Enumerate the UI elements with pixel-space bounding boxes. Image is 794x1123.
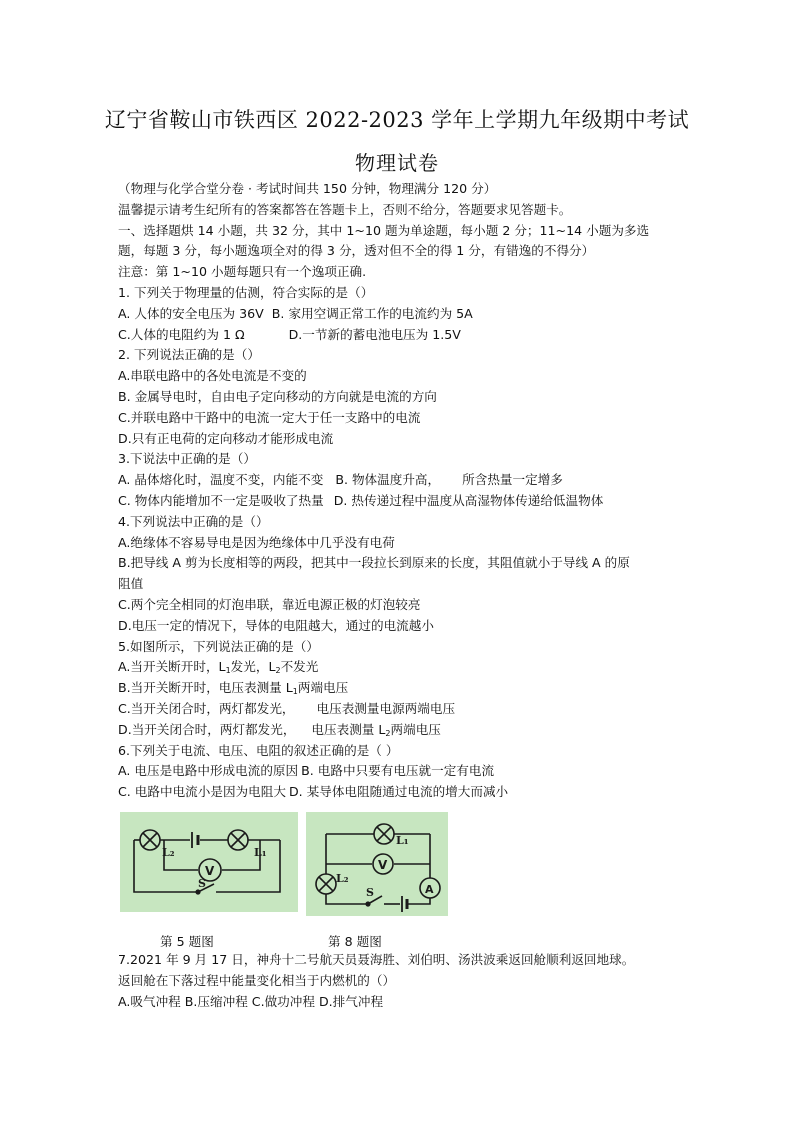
q6-option-c: C. 电路中电流小是因为电阻大: [118, 784, 286, 800]
q2-option-d: D.只有正电荷的定向移动才能形成电流: [118, 430, 334, 446]
figure-q8-caption: 第 8 题图: [328, 934, 382, 949]
q6-options-ab: [118, 761, 684, 782]
q6-stem: 6.下列关于电流、电压、电阻的叙述正确的是（ ）: [118, 742, 399, 758]
label-a: A: [425, 883, 434, 896]
figure-q5-circuit: [120, 812, 298, 912]
q6-option-a: A. 电压是电路中形成电流的原因: [118, 763, 299, 779]
section-one-line2: 题，每题 3 分，每小题逸项全对的得 3 分，透对但不全的得 1 分，有错逸的不得分）: [118, 243, 595, 259]
q1-option-d: D.一节新的蓄电池电压为 1.5V: [288, 326, 461, 342]
q5-d-text-2: 电压表测量 L: [311, 721, 386, 737]
q5-option-b: [118, 678, 684, 699]
subscript: 1: [292, 687, 298, 697]
q5-stem: 5.如图所示，下列说法正确的是（）: [118, 638, 319, 654]
q5-d-text-3: 两端电压: [390, 721, 441, 737]
q2-option-a: A.串联电路中的各处电流是不变的: [118, 368, 307, 384]
notice: 注意：第 1~10 小题每题只有一个逸项正确.: [118, 264, 367, 280]
q5-option-d: [118, 720, 684, 741]
q5-a-text-3: 不发光: [280, 659, 319, 675]
q3-option-b1: B. 物体温度升高，: [335, 472, 441, 488]
q5-option-a: [118, 657, 684, 678]
q2-option-c: C.并联电路中干路中的电流一定大于任一支路中的电流: [118, 409, 421, 425]
q1-option-a: A. 人体的安全电压为 36V: [118, 305, 264, 321]
section-one-line1: 一、选择題烘 14 小题，共 32 分，其中 1~10 题为单途题，每小题 2 分；11~14 小题为多选: [118, 222, 650, 238]
q1-option-b: B. 家用空调正常工作的电流约为 5A: [271, 305, 473, 321]
q5-b-text-1: B.当开关断开时，电压表测量 L: [118, 680, 293, 696]
q4-option-d: D.电压一定的情况下，导体的电阻越大，通过的电流越小: [118, 617, 434, 633]
q1-stem: 1. 下列关于物理量的估测，符合实际的是（）: [118, 284, 374, 300]
q5-option-c: [118, 699, 684, 720]
label-s: S: [198, 877, 206, 890]
q4-stem: 4.下列说法中正确的是（）: [118, 513, 269, 529]
q7-options: A.吸气冲程 B.压缩冲程 C.做功冲程 D.排气冲程: [118, 993, 384, 1009]
exam-note: （物理与化学合堂分卷 · 考试时间共 150 分钟，物理满分 120 分）: [118, 181, 497, 196]
q5-a-text-2: 发光，L: [230, 659, 276, 675]
label-v: V: [378, 858, 388, 872]
q4-option-c: C.两个完全相同的灯泡串联，靠近电源正极的灯泡较亮: [118, 596, 421, 612]
q6-option-d: D. 某导体电阻随通过电流的增大而减小: [288, 784, 509, 800]
label-v: V: [205, 864, 215, 878]
q1-option-c: C.人体的电阻约为 1 Ω: [118, 326, 245, 342]
q3-option-a: A. 晶体熔化时，温度不变，内能不变: [118, 472, 324, 488]
q7-stem-line1: 7.2021 年 9 月 17 日，神舟十二号航天员聂海胜、刘伯明、汤洪波乘返回舱顺利返回地球。: [118, 952, 635, 967]
q7-block: [118, 950, 688, 1012]
q4-option-b-line2: 阻值: [118, 576, 144, 592]
q4-option-a: A.绝缘体不容易导电是因为绝缘体中几乎没有电荷: [118, 534, 395, 550]
circuit-figures: [120, 812, 450, 952]
q6-options-cd: [118, 782, 684, 803]
label-l2: L₂: [336, 872, 349, 885]
label-s: S: [366, 886, 374, 899]
figure-q5-caption: 第 5 题图: [160, 934, 214, 949]
label-l1: L₁: [254, 846, 267, 859]
circuit-diagram-q8: [306, 812, 448, 916]
q2-option-b: B. 金属导电时，自由电子定向移动的方向就是电流的方向: [118, 388, 437, 404]
q5-c-text-2: 电压表测量电源两端电压: [316, 700, 456, 716]
q4-option-b-line1: B.把导线 A 剪为长度相等的两段，把其中一段拉长到原来的长度，其阻值就小于导线 A 的原: [118, 555, 630, 571]
subscript: 2: [275, 666, 281, 676]
figure-q8-circuit: [306, 812, 448, 916]
q5-b-text-2: 两端电压: [297, 680, 349, 696]
q5-d-text-1: D.当开关闭合时，两灯都发光，: [118, 721, 296, 737]
q3-option-b2: 所含热量一定增多: [462, 472, 563, 488]
q3-options-cd: [118, 491, 684, 512]
subscript: 1: [225, 666, 231, 676]
exam-body: [118, 179, 684, 803]
q1-options-ab: [118, 304, 684, 325]
subscript: 2: [385, 728, 391, 738]
q5-c-text-1: C.当开关闭合时，两灯都发光，: [118, 700, 295, 716]
label-l2: L₂: [162, 846, 175, 859]
circuit-diagram-q5: [120, 812, 298, 912]
exam-title: 辽宁省鞍山市铁西区 2022-2023 学年上学期九年级期中考试: [104, 108, 690, 132]
q3-options-ab: [118, 470, 684, 491]
exam-subtitle: 物理试卷: [355, 151, 439, 175]
q3-stem: 3.下说法中正确的是（）: [118, 451, 256, 467]
q2-stem: 2. 下列说法正确的是（）: [118, 347, 260, 363]
q3-option-d: D. 热传递过程中温度从高湿物体传递给低温物体: [333, 492, 604, 508]
q1-options-cd: [118, 325, 684, 346]
q5-a-text-1: A.当开关断开时，L: [118, 659, 226, 675]
q6-option-b: B. 电路中只要有电压就一定有电流: [301, 763, 495, 779]
label-l1: L₁: [396, 834, 409, 847]
reminder: 温馨提示请考生纪所有的答案都答在答题卡上，否则不给分，答题要求见答题卡。: [118, 201, 572, 217]
q7-stem-line2: 返回舱在下落过程中能量变化相当于内燃机的（）: [118, 972, 396, 988]
q3-option-c: C. 物体内能增加不一定是吸收了热量: [118, 492, 324, 508]
